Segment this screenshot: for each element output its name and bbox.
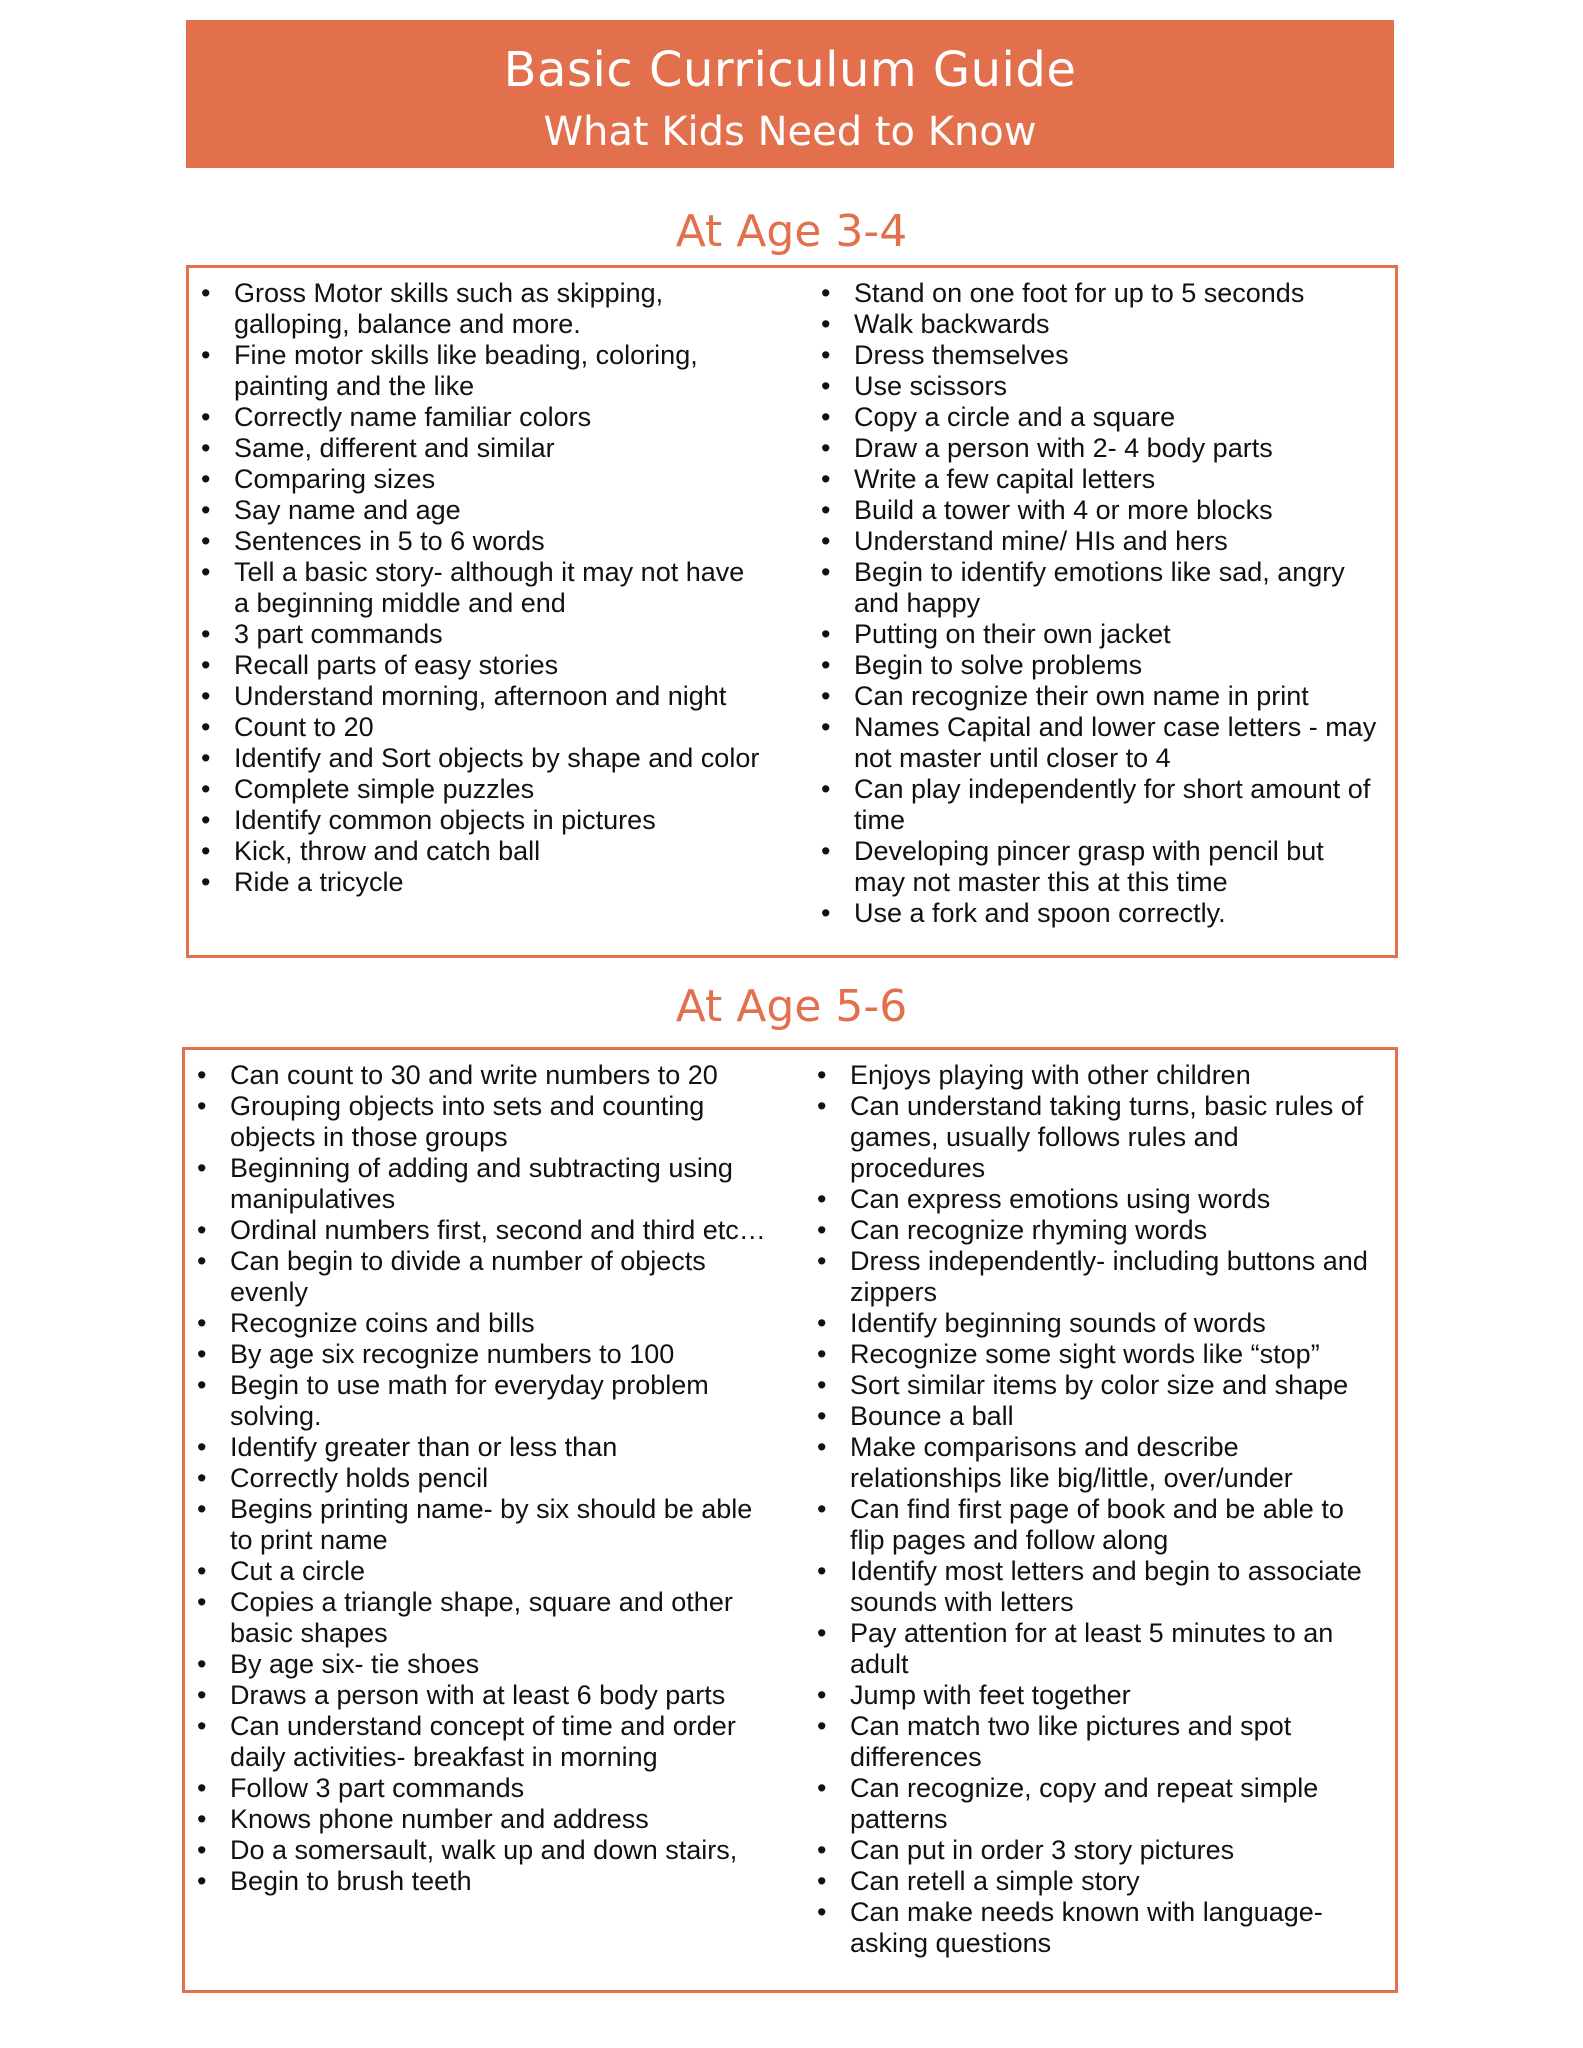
- list-age-5-6-right: [817, 1060, 1377, 1959]
- list-item: • Understand morning, afternoon and night: [201, 681, 761, 712]
- list-item: • Fine motor skills like beading, coloring, painting and the like: [201, 340, 761, 402]
- list-item: • Identify most letters and begin to associate sounds with letters: [817, 1556, 1377, 1618]
- list-item: • Copy a circle and a square: [821, 402, 1381, 433]
- list-item: • Names Capital and lower case letters - may not master until closer to 4: [821, 712, 1381, 774]
- list-item: • Begin to solve problems: [821, 650, 1381, 681]
- list-item: • Dress independently- including buttons and zippers: [817, 1246, 1377, 1308]
- list-item: • Correctly holds pencil: [197, 1463, 777, 1494]
- list-item: • Can express emotions using words: [817, 1184, 1377, 1215]
- list-item: • By age six recognize numbers to 100: [197, 1339, 777, 1370]
- list-item: • Understand mine/ HIs and hers: [821, 526, 1381, 557]
- list-item: • Can count to 30 and write numbers to 20: [197, 1060, 777, 1091]
- list-item: • Draw a person with 2- 4 body parts: [821, 433, 1381, 464]
- list-item: • Gross Motor skills such as skipping, galloping, balance and more.: [201, 278, 761, 340]
- list-item: • Begins printing name- by six should be able to print name: [197, 1494, 777, 1556]
- list-item: • 3 part commands: [201, 619, 761, 650]
- list-item: • Can understand concept of time and order daily activities- breakfast in morning: [197, 1711, 777, 1773]
- list-item: • Can recognize, copy and repeat simple patterns: [817, 1773, 1377, 1835]
- list-item: • Can put in order 3 story pictures: [817, 1835, 1377, 1866]
- list-item: • Can recognize their own name in print: [821, 681, 1381, 712]
- section-heading-age-5-6: At Age 5-6: [675, 981, 908, 1032]
- list-item: • Say name and age: [201, 495, 761, 526]
- list-item: • Grouping objects into sets and counting objects in those groups: [197, 1091, 777, 1153]
- list-item: • Copies a triangle shape, square and other basic shapes: [197, 1587, 777, 1649]
- header-banner: [186, 20, 1394, 168]
- list-item: • Pay attention for at least 5 minutes to an adult: [817, 1618, 1377, 1680]
- page-subtitle: What Kids Need to Know: [543, 109, 1037, 155]
- list-item: • Knows phone number and address: [197, 1804, 777, 1835]
- list-age-3-4-left: [201, 278, 761, 898]
- list-item: • Write a few capital letters: [821, 464, 1381, 495]
- list-item: • Beginning of adding and subtracting using manipulatives: [197, 1153, 777, 1215]
- list-item: • Identify common objects in pictures: [201, 805, 761, 836]
- list-age-5-6-left: [197, 1060, 777, 1897]
- list-item: • Ordinal numbers first, second and third etc…: [197, 1215, 777, 1246]
- list-item: • Same, different and similar: [201, 433, 761, 464]
- list-item: • Can begin to divide a number of objects evenly: [197, 1246, 777, 1308]
- list-item: • Kick, throw and catch ball: [201, 836, 761, 867]
- list-item: • Complete simple puzzles: [201, 774, 761, 805]
- list-item: • Can find first page of book and be able to flip pages and follow along: [817, 1494, 1377, 1556]
- list-item: • Bounce a ball: [817, 1401, 1377, 1432]
- list-item: • Identify beginning sounds of words: [817, 1308, 1377, 1339]
- list-item: • Can retell a simple story: [817, 1866, 1377, 1897]
- list-item: • Can play independently for short amount of time: [821, 774, 1381, 836]
- list-item: • Begin to use math for everyday problem solving.: [197, 1370, 777, 1432]
- list-item: • Identify greater than or less than: [197, 1432, 777, 1463]
- list-item: • Can make needs known with language- asking questions: [817, 1897, 1377, 1959]
- list-item: • Tell a basic story- although it may not have a beginning middle and end: [201, 557, 761, 619]
- section-box-age-3-4: [186, 265, 1398, 958]
- list-item: • Begin to identify emotions like sad, angry and happy: [821, 557, 1381, 619]
- list-item: • Make comparisons and describe relationships like big/little, over/under: [817, 1432, 1377, 1494]
- list-item: • Can recognize rhyming words: [817, 1215, 1377, 1246]
- list-item: • Do a somersault, walk up and down stairs,: [197, 1835, 777, 1866]
- list-item: • Ride a tricycle: [201, 867, 761, 898]
- list-item: • Dress themselves: [821, 340, 1381, 371]
- list-item: • Recognize some sight words like “stop”: [817, 1339, 1377, 1370]
- list-item: • Follow 3 part commands: [197, 1773, 777, 1804]
- list-item: • Cut a circle: [197, 1556, 777, 1587]
- list-item: • Walk backwards: [821, 309, 1381, 340]
- list-item: • Recall parts of easy stories: [201, 650, 761, 681]
- list-item: • Build a tower with 4 or more blocks: [821, 495, 1381, 526]
- list-item: • Correctly name familiar colors: [201, 402, 761, 433]
- list-item: • Use a fork and spoon correctly.: [821, 898, 1381, 929]
- list-item: • Use scissors: [821, 371, 1381, 402]
- page-title: Basic Curriculum Guide: [503, 42, 1077, 98]
- list-item: • Jump with feet together: [817, 1680, 1377, 1711]
- list-age-3-4-right: [821, 278, 1381, 929]
- list-item: • Putting on their own jacket: [821, 619, 1381, 650]
- list-item: • Draws a person with at least 6 body parts: [197, 1680, 777, 1711]
- list-item: • Stand on one foot for up to 5 seconds: [821, 278, 1381, 309]
- list-item: • Identify and Sort objects by shape and color: [201, 743, 761, 774]
- list-item: • Sort similar items by color size and shape: [817, 1370, 1377, 1401]
- section-heading-age-3-4: At Age 3-4: [675, 206, 908, 257]
- list-item: • Sentences in 5 to 6 words: [201, 526, 761, 557]
- list-item: • Developing pincer grasp with pencil but may not master this at this time: [821, 836, 1381, 898]
- list-item: • Can understand taking turns, basic rules of games, usually follows rules and procedures: [817, 1091, 1377, 1184]
- list-item: • Can match two like pictures and spot differences: [817, 1711, 1377, 1773]
- list-item: • Recognize coins and bills: [197, 1308, 777, 1339]
- list-item: • Begin to brush teeth: [197, 1866, 777, 1897]
- list-item: • Enjoys playing with other children: [817, 1060, 1377, 1091]
- list-item: • Count to 20: [201, 712, 761, 743]
- section-box-age-5-6: [182, 1047, 1398, 1993]
- list-item: • By age six- tie shoes: [197, 1649, 777, 1680]
- list-item: • Comparing sizes: [201, 464, 761, 495]
